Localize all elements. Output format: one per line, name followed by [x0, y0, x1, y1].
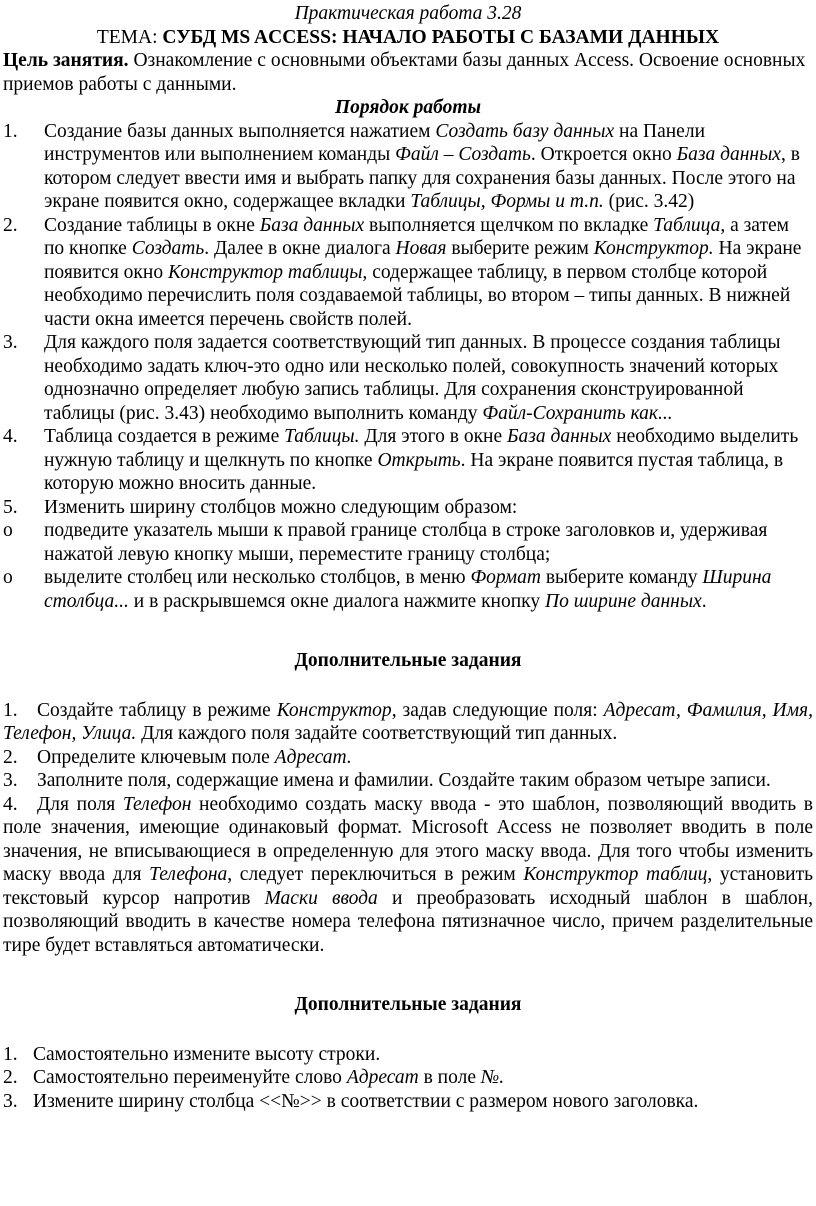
- list-item-text: Создать: [131, 238, 205, 259]
- list-item-text: Адресат, Фамилия, Имя, Телефон, Улица.: [3, 699, 813, 744]
- list-item-text: Для этого в окне: [359, 426, 508, 447]
- procedure-list: [0, 120, 816, 614]
- list-item-text: Таблицы, Формы и т.п.: [410, 191, 604, 212]
- list-item-text: Определите ключевым поле: [37, 746, 275, 768]
- list-item-number: 3.: [3, 1090, 18, 1112]
- extra-task-item: [3, 1066, 813, 1090]
- goal-text: Ознакомление с основными объектами базы данных Access. Освоение основных приемов работы с данными.: [3, 50, 806, 95]
- list-item-text: Конструктор: [276, 699, 392, 721]
- extra-tasks-title-2: Дополнительные задания: [294, 994, 522, 1015]
- topic-title: СУБД MS ACCESS: НАЧАЛО РАБОТЫ С БАЗАМИ ДАННЫХ: [162, 26, 720, 48]
- list-item-text: . Далее в окне диалога: [204, 238, 396, 259]
- list-item-number: 1.: [3, 699, 18, 721]
- list-item-text: Самостоятельно измените высоту строки.: [33, 1043, 381, 1065]
- list-item-number: 1.: [3, 1043, 18, 1065]
- list-item-text: выберите команду: [540, 567, 703, 588]
- list-item-text: Телефон: [122, 793, 192, 815]
- list-item-text: (рис. 3.42): [603, 191, 695, 212]
- procedure-title: Порядок работы: [334, 97, 482, 118]
- list-item-text: Открыть: [377, 449, 461, 471]
- list-item-number: 5.: [3, 496, 18, 518]
- goal-label: Цель занятия.: [3, 50, 129, 71]
- list-item-text: выберите режим: [446, 238, 594, 259]
- list-item-text: Таблицы.: [284, 426, 360, 447]
- extra-task-item: [3, 793, 813, 958]
- list-item-text: . Откроется окно: [530, 144, 677, 165]
- procedure-item: [0, 566, 810, 613]
- list-item-text: Ширина столбца...: [44, 567, 772, 612]
- list-item-text: Файл – Создать: [395, 144, 531, 165]
- list-item-text: Адресат.: [274, 746, 352, 768]
- list-item-text: .: [701, 590, 707, 612]
- list-item-text: . На экране появится пустая таблица, в которую можно вносить данные.: [44, 449, 784, 494]
- list-item-text: и преобразовать исходный шаблон в шаблон, позволяющий вводить в качестве номера телефона пятизначное число, причем разделительные тире будет вставляться автоматически.: [3, 887, 813, 956]
- procedure-item: [0, 425, 810, 496]
- extra-tasks-list-1: [0, 699, 816, 958]
- list-item-text: Новая: [395, 238, 447, 259]
- list-item-number: o: [3, 520, 13, 541]
- list-item-text: , задав следующие поля:: [391, 699, 604, 721]
- list-item-text: , следует переключиться в режим: [227, 864, 524, 885]
- list-item-text: Создать базу данных: [435, 120, 615, 142]
- extra-task-item: [3, 1090, 813, 1114]
- list-item-text: Файл-Сохранить как...: [482, 402, 673, 424]
- extra-task-item: [3, 1043, 813, 1067]
- list-item-text: На экране появится окно: [44, 238, 802, 283]
- list-item-number: 2.: [3, 746, 18, 768]
- list-item-text: Измените ширину столбца <<№>> в соответствии с размером нового заголовка.: [33, 1090, 699, 1112]
- list-item-number: 1.: [3, 120, 18, 142]
- list-item-text: Для поля: [37, 793, 123, 815]
- list-item-text: Телефона: [149, 864, 228, 885]
- extra-task-item: [3, 769, 813, 793]
- procedure-item: [0, 496, 810, 520]
- list-item-number: 4.: [3, 426, 18, 447]
- list-item-text: Для каждого поля задается соответствующий тип данных. В процессе создания таблицы необходимо задать ключ-это одно или несколько полей, совокупность значений которых однозначно определяет любую запись таблицы. Для сохранения сконструированной таблицы (рис. 3.43) необходимо выполнить команду: [44, 332, 781, 424]
- list-item-text: подведите указатель мыши к правой границе столбца в строке заголовков и, удерживая нажатой левую кнопку мыши, переместите границу столбца;: [44, 520, 768, 565]
- topic-prefix: ТЕМА:: [96, 26, 163, 48]
- list-item-text: Конструктор таблицы,: [167, 261, 368, 283]
- list-item-text: База данных: [676, 144, 781, 165]
- extra-task-item: [3, 746, 813, 770]
- list-item-text: По ширине данных: [544, 590, 702, 612]
- list-item-text: и в раскрывшемся окне диалога нажмите кнопку: [128, 590, 545, 612]
- list-item-text: Адресат: [346, 1067, 419, 1088]
- list-item-text: Маски ввода: [264, 887, 378, 909]
- list-item-text: Таблица: [653, 214, 721, 236]
- list-item-text: Формат: [470, 567, 541, 588]
- procedure-item: [0, 519, 810, 566]
- list-item-text: №.: [480, 1067, 505, 1088]
- list-item-text: на Панели инструментов или выполнением команды: [44, 120, 706, 165]
- list-item-text: Для каждого поля задайте соответствующий тип данных.: [136, 723, 618, 744]
- extra-tasks-title-1: Дополнительные задания: [294, 650, 522, 671]
- list-item-number: 2.: [3, 1067, 18, 1088]
- list-item-text: в поле: [418, 1067, 481, 1088]
- list-item-number: 2.: [3, 214, 18, 236]
- list-item-text: выполняется щелчком по вкладке: [364, 214, 654, 236]
- list-item-text: , установить текстовый курсор напротив: [3, 864, 813, 909]
- goal-paragraph: [3, 49, 813, 96]
- procedure-item: [0, 120, 810, 214]
- list-item-number: 4.: [3, 793, 18, 815]
- list-item-text: База данных: [507, 426, 612, 447]
- list-item-text: Самостоятельно переименуйте слово: [33, 1067, 347, 1088]
- work-subtitle: Практическая работа 3.28: [294, 3, 522, 24]
- list-item-text: Создайте таблицу в режиме: [37, 699, 277, 721]
- list-item-number: 3.: [3, 332, 18, 353]
- topic-heading: [0, 26, 816, 50]
- list-item-number: 3.: [3, 770, 18, 791]
- extra-task-item: [3, 699, 813, 746]
- list-item-text: Таблица создается в режиме: [44, 426, 285, 447]
- procedure-item: [0, 214, 810, 332]
- list-item-text: Конструктор таблиц: [523, 864, 708, 885]
- list-item-text: необходимо выделить нужную таблицу и щелкнуть по кнопке: [44, 426, 799, 471]
- extra-tasks-list-2: [0, 1043, 816, 1114]
- list-item-number: o: [3, 567, 13, 588]
- procedure-item: [0, 331, 810, 425]
- list-item-text: Конструктор.: [593, 238, 714, 259]
- list-item-text: содержащее таблицу, в первом столбце которой необходимо перечислить поля создаваемой таблицы, во втором – типы данных. В нижней части окна имеется перечень свойств полей.: [44, 261, 791, 330]
- list-item-text: необходимо создать маску ввода - это шаблон, позволяющий вводить в поле значения, имеющие одинаковый формат. Microsoft Access не позволяет вводить в поле значения, не вписывающиеся в определенную для этого маску ввода. Для того чтобы изменить маску ввода для: [3, 793, 813, 885]
- list-item-text: , а затем по кнопке: [44, 214, 789, 259]
- list-item-text: Создание базы данных выполняется нажатием: [44, 120, 436, 142]
- list-item-text: Создание таблицы в окне: [44, 214, 260, 236]
- list-item-text: выделите столбец или несколько столбцов, в меню: [44, 567, 471, 588]
- list-item-text: Изменить ширину столбцов можно следующим образом:: [44, 496, 518, 518]
- list-item-text: , в котором следует ввести имя и выбрать папку для сохранения базы данных. После этого на экране появится окно, содержащее вкладки: [44, 144, 800, 212]
- list-item-text: Заполните поля, содержащие имена и фамилии. Создайте таким образом четыре записи.: [37, 770, 771, 791]
- list-item-text: База данных: [259, 214, 365, 236]
